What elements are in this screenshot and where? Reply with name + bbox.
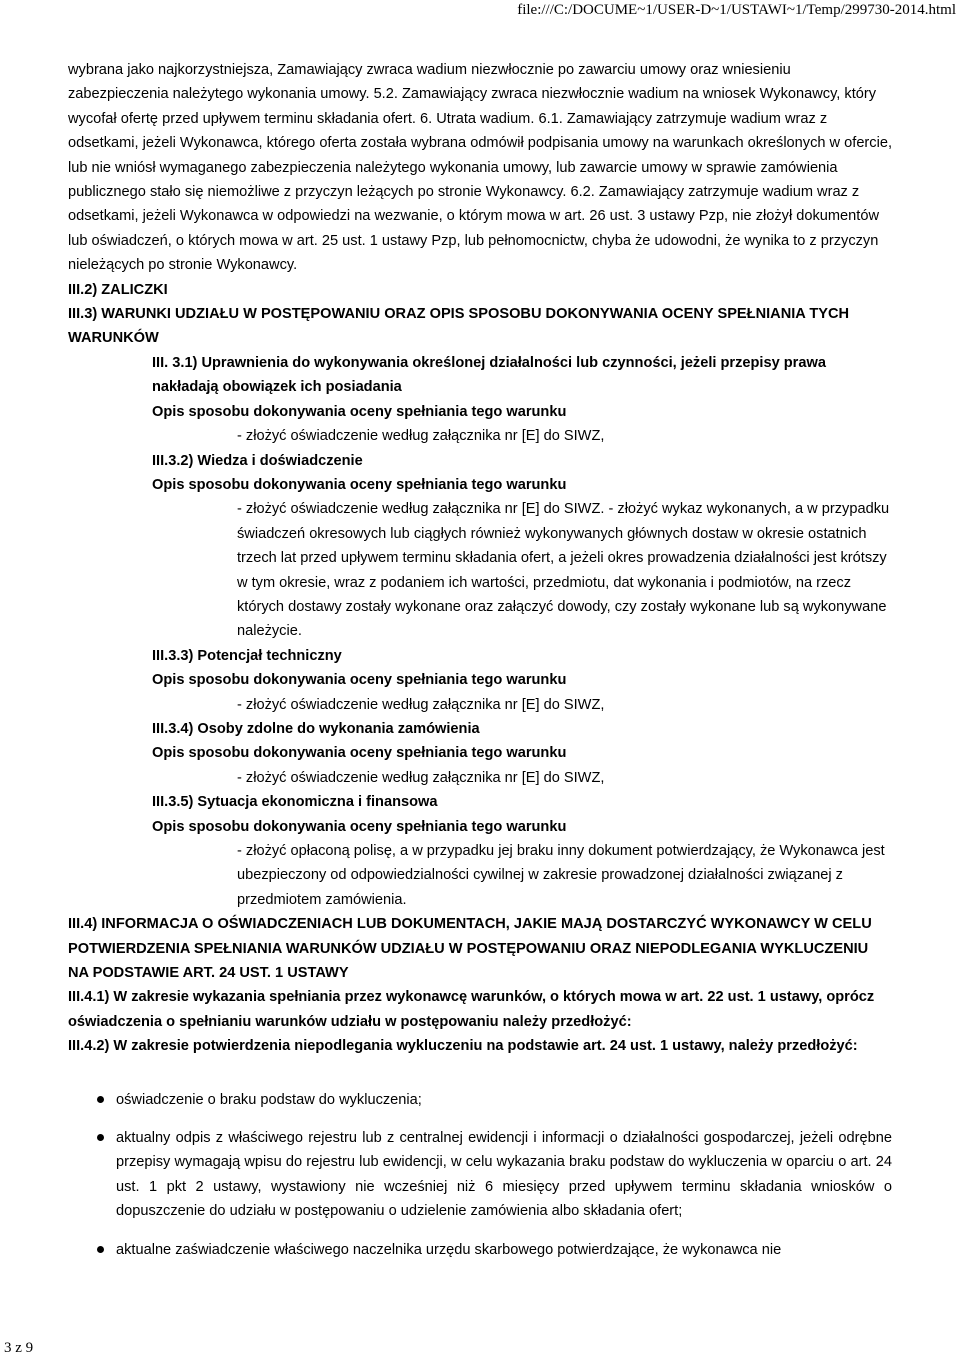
iii3-4-text: - złożyć oświadczenie według załącznika nr [E] do SIWZ, xyxy=(237,769,605,786)
section-iii3-heading: III.3) WARUNKI UDZIAŁU W POSTĘPOWANIU ORAZ OPIS SPOSOBU DOKONYWANIA OCENY SPEŁNIANIA TYCH WARUNKÓW xyxy=(68,306,850,347)
page-counter: 3 z 9 xyxy=(4,1340,34,1356)
iii3-3-opis-label: Opis sposobu dokonywania oceny spełniania tego warunku xyxy=(152,672,567,689)
list-item-text: aktualny odpis z właściwego rejestru lub z centralnej ewidencji i informacji o działalności gospodarczej, jeżeli odrębne przepisy wymagają wpisu do rejestru lub ewidencji, w celu wykazania braku podstaw do wykluczenia w oparciu o art. 24 ust. 1 pkt 2 ustawy, wystawiony nie wcześniej niż 6 miesięcy przed upływem terminu składania wniosków o dopuszczenie do udziału w postępowaniu o udzielenie zamówienia albo składania ofert; xyxy=(116,1130,892,1220)
document-list xyxy=(68,1088,892,1262)
iii3-1-text: - złożyć oświadczenie według załącznika nr [E] do SIWZ, xyxy=(237,428,605,445)
bullet-dot-icon xyxy=(97,1134,104,1141)
iii3-2-text: - złożyć oświadczenie według załącznika nr [E] do SIWZ. - złożyć wykaz wykonanych, a w przypadku świadczeń okresowych lub ciągłych również wykonywanych głównych dostaw w okresie ostatnich trzech lat przed upływem terminu składania ofert, a jeżeli okres prowadzenia działalności jest krótszy w tym okresie, wraz z podaniem ich wartości, przedmiotu, dat wykonania i podmiotów, na rzecz których dostawy zostały wykonane oraz załączyć dowody, czy zostały wykonane lub są wykonywane należycie. xyxy=(237,501,890,640)
intro-paragraph: wybrana jako najkorzystniejsza, Zamawiający zwraca wadium niezwłocznie po zawarciu umowy oraz wniesieniu zabezpieczenia należytego wykonania umowy. 5.2. Zamawiający zwraca niezwłocznie wadium na wniosek Wykonawcy, który wycofał ofertę przed upływem terminu składania ofert. 6. Utrata wadium. 6.1. Zamawiający zatrzymuje wadium wraz z odsetkami, jeżeli Wykonawca, którego oferta została wybrana odmówił podpisania umowy na warunkach określonych w ofercie, lub nie wniósł wymaganego zabezpieczenia należytego wykonania umowy, lub zawarcie umowy w sprawie zamówienia publicznego stało się niemożliwe z przyczyn leżących po stronie Wykonawcy. 6.2. Zamawiający zatrzymuje wadium wraz z odsetkami, jeżeli Wykonawca w odpowiedzi na wezwanie, o którym mowa w art. 26 ust. 3 ustawy Pzp, nie złożył dokumentów lub oświadczeń, o których mowa w art. 25 ust. 1 ustawy Pzp, lub pełnomocnictw, chyba że udowodni, że wynika to z przyczyn nieleżących po stronie Wykonawcy. xyxy=(68,62,893,274)
list-item xyxy=(68,1088,892,1112)
document-body xyxy=(68,58,892,1262)
iii3-2-heading: III.3.2) Wiedza i doświadczenie xyxy=(152,452,363,469)
bullet-dot-icon xyxy=(97,1246,104,1253)
section-iii4-heading: III.4) INFORMACJA O OŚWIADCZENIACH LUB DOKUMENTACH, JAKIE MAJĄ DOSTARCZYĆ WYKONAWCY W CELU POTWIERDZENIA SPEŁNIANIA WARUNKÓW UDZIAŁU W POSTĘPOWANIU ORAZ NIEPODLEGANIA WYKLUCZENIU NA PODSTAWIE ART. 24 UST. 1 USTAWY xyxy=(68,916,872,982)
iii4-1-heading: III.4.1) W zakresie wykazania spełniania przez wykonawcę warunków, o których mowa w art. 22 ust. 1 ustawy, oprócz oświadczenia o spełnianiu warunków udziału w postępowaniu należy przedłożyć: xyxy=(68,989,875,1030)
iii3-1-opis-label: Opis sposobu dokonywania oceny spełniania tego warunku xyxy=(152,403,567,420)
iii3-5-text: - złożyć opłaconą polisę, a w przypadku jej braku inny dokument potwierdzający, że Wykonawca jest ubezpieczony od odpowiedzialności cywilnej w zakresie prowadzonej działalności związanej z przedmiotem zamówienia. xyxy=(237,843,885,908)
list-item-text: aktualne zaświadczenie właściwego naczelnika urzędu skarbowego potwierdzające, że wykonawca nie xyxy=(116,1241,782,1258)
iii3-4-heading: III.3.4) Osoby zdolne do wykonania zamówienia xyxy=(152,720,480,737)
list-item-text: oświadczenie o braku podstaw do wykluczenia; xyxy=(116,1091,422,1108)
iii3-5-heading: III.3.5) Sytuacja ekonomiczna i finansowa xyxy=(152,794,438,811)
iii3-4-opis-label: Opis sposobu dokonywania oceny spełniania tego warunku xyxy=(152,745,567,762)
list-item xyxy=(68,1126,892,1224)
iii3-2-opis-label: Opis sposobu dokonywania oceny spełniania tego warunku xyxy=(152,476,567,493)
section-iii2-heading: III.2) ZALICZKI xyxy=(68,281,168,298)
iii3-3-heading: III.3.3) Potencjał techniczny xyxy=(152,647,342,664)
iii4-2-heading: III.4.2) W zakresie potwierdzenia niepodlegania wykluczeniu na podstawie art. 24 ust. 1 ustawy, należy przedłożyć: xyxy=(68,1038,858,1055)
bullet-dot-icon xyxy=(97,1096,104,1103)
iii3-3-text: - złożyć oświadczenie według załącznika nr [E] do SIWZ, xyxy=(237,696,605,713)
iii3-5-opis-label: Opis sposobu dokonywania oceny spełniania tego warunku xyxy=(152,818,567,835)
list-item xyxy=(68,1238,892,1262)
iii3-1-heading: III. 3.1) Uprawnienia do wykonywania określonej działalności lub czynności, jeżeli przepisy prawa nakładają obowiązek ich posiadania xyxy=(152,354,826,396)
browser-print-url: file:///C:/DOCUME~1/USER-D~1/USTAWI~1/Temp/299730-2014.html xyxy=(517,2,956,18)
